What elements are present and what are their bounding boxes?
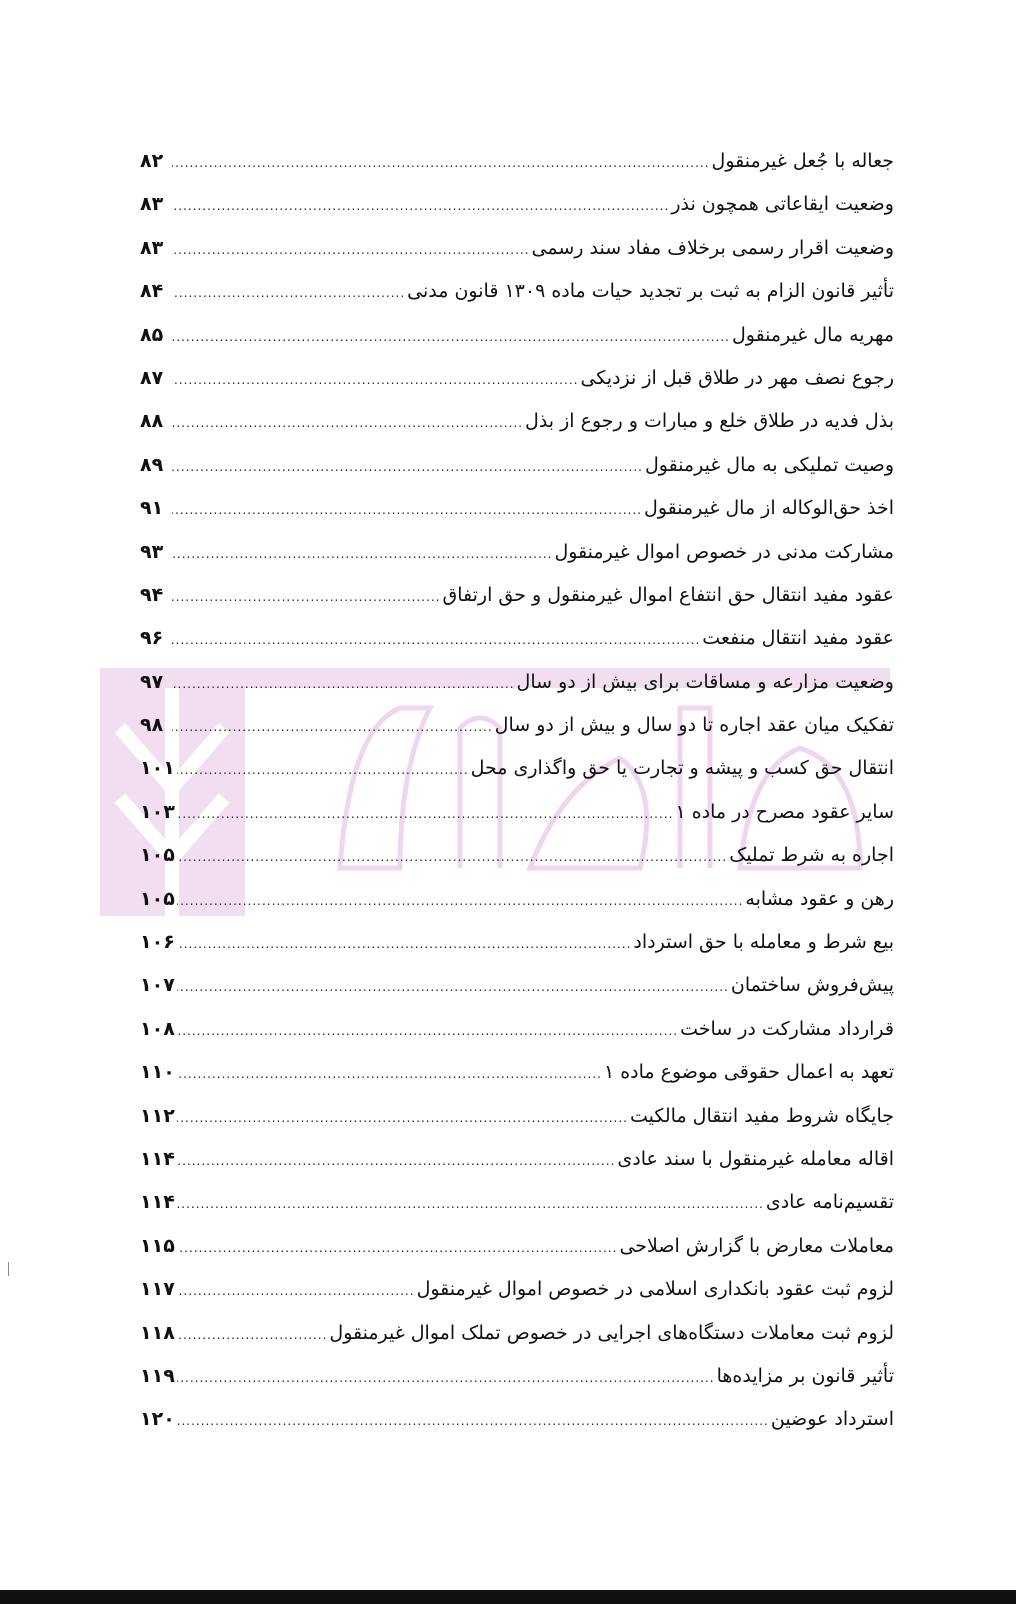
toc-entry[interactable] (140, 270, 894, 313)
dot-leader (177, 880, 744, 923)
toc-entry[interactable] (140, 1268, 894, 1311)
toc-entry[interactable] (140, 314, 894, 357)
table-of-contents (140, 140, 894, 1442)
toc-entry-page: ۹۱ (140, 497, 164, 520)
toc-entry-title: استرداد عوضین (770, 1408, 894, 1431)
toc-entry-title: وضعیت ایقاعاتی همچون نذر (671, 193, 894, 216)
scan-bottom-border (0, 1590, 1016, 1604)
page-edge-mark (8, 1262, 9, 1276)
dot-leader (172, 446, 643, 489)
dot-leader (172, 576, 440, 619)
dot-leader (172, 402, 523, 445)
toc-entry-title: لزوم ثبت عقود بانکداری اسلامی در خصوص اموال غیرمنقول (416, 1278, 894, 1301)
toc-entry[interactable] (140, 834, 894, 877)
toc-entry-page: ۸۷ (140, 366, 164, 389)
toc-entry-page: ۱۱۴ (140, 1191, 175, 1214)
toc-entry-title: مشارکت مدنی در خصوص اموال غیرمنقول (554, 540, 894, 563)
toc-entry-title: وصیت تملیکی به مال غیرمنقول (644, 453, 894, 476)
toc-entry-page: ۸۲ (140, 150, 164, 172)
toc-entry-page: ۱۱۵ (140, 1234, 175, 1257)
toc-entry-page: ۱۱۲ (140, 1104, 175, 1127)
toc-entry-title: جعاله با جُعل غیرمنقول (711, 150, 894, 172)
toc-entry-page: ۱۱۰ (140, 1061, 175, 1084)
toc-entry[interactable] (140, 140, 894, 183)
toc-entry-title: پیش‌فروش ساختمان (730, 974, 894, 997)
toc-entry-title: جایگاه شروط مفید انتقال مالکیت (629, 1104, 894, 1127)
dot-leader (172, 272, 405, 315)
toc-entry-page: ۱۲۰ (140, 1408, 175, 1431)
toc-entry-title: بذل فدیه در طلاق خلع و مبارات و رجوع از بذل (525, 410, 894, 433)
dot-leader (177, 1357, 715, 1400)
toc-entry-page: ۸۳ (140, 236, 164, 259)
toc-entry[interactable] (140, 1008, 894, 1051)
toc-entry-page: ۸۹ (140, 453, 164, 476)
toc-entry[interactable] (140, 791, 894, 834)
toc-entry[interactable] (140, 357, 894, 400)
dot-leader (172, 229, 530, 272)
dot-leader (177, 1010, 678, 1053)
toc-entry-title: قرارداد مشارکت در ساخت (680, 1017, 894, 1040)
toc-entry-title: وضعیت مزارعه و مساقات برای بیش از دو سال (516, 670, 894, 693)
dot-leader (172, 706, 493, 749)
dot-leader (177, 1140, 616, 1183)
dot-leader (177, 1183, 764, 1226)
toc-entry[interactable] (140, 183, 894, 226)
dot-leader (177, 1053, 602, 1096)
toc-entry[interactable] (140, 1181, 894, 1224)
toc-entry[interactable] (140, 1312, 894, 1355)
toc-entry[interactable] (140, 487, 894, 530)
toc-entry-page: ۸۴ (140, 280, 164, 303)
toc-entry-page: ۱۰۳ (140, 800, 175, 823)
toc-entry-page: ۹۸ (140, 714, 164, 737)
toc-entry-page: ۱۱۸ (140, 1321, 175, 1344)
toc-entry-page: ۱۱۷ (140, 1278, 175, 1301)
toc-entry[interactable] (140, 1225, 894, 1268)
toc-entry-title: لزوم ثبت معاملات دستگاه‌های اجرایی در خصوص تملک اموال غیرمنقول (329, 1321, 894, 1344)
toc-entry-title: بیع شرط و معامله با حق استرداد (633, 931, 894, 954)
toc-entry-page: ۸۵ (140, 323, 164, 346)
toc-entry-page: ۱۰۱ (140, 757, 175, 780)
toc-entry-page: ۹۴ (140, 583, 164, 606)
toc-entry-page: ۸۳ (140, 193, 164, 216)
dot-leader (177, 1227, 618, 1270)
toc-entry[interactable] (140, 1051, 894, 1094)
dot-leader (177, 1270, 415, 1313)
dot-leader (172, 142, 710, 185)
toc-entry-title: اخذ حق‌الوکاله از مال غیرمنقول (644, 497, 894, 520)
dot-leader (177, 1314, 328, 1357)
toc-entry-page: ۱۰۶ (140, 931, 175, 954)
toc-entry-page: ۱۰۵ (140, 844, 175, 867)
toc-entry-title: مهریه مال غیرمنقول (731, 323, 894, 346)
dot-leader (177, 1097, 628, 1140)
dot-leader (177, 793, 674, 836)
toc-entry[interactable] (140, 878, 894, 921)
toc-entry-title: اجاره به شرط تملیک (729, 844, 894, 867)
toc-entry-title: تأثیر قانون الزام به ثبت بر تجدید حیات ماده ۱۳۰۹ قانون مدنی (407, 280, 894, 303)
toc-entry[interactable] (140, 1138, 894, 1181)
toc-entry-title: انتقال حق کسب و پیشه و تجارت یا حق واگذاری محل (470, 757, 894, 780)
toc-entry-title: معاملات معارض با گزارش اصلاحی (619, 1234, 894, 1257)
toc-entry-title: رجوع نصف مهر در طلاق قبل از نزدیکی (580, 366, 894, 389)
toc-entry[interactable] (140, 1398, 894, 1441)
toc-entry-page: ۸۸ (140, 410, 164, 433)
dot-leader (172, 316, 730, 359)
toc-entry-page: ۱۱۴ (140, 1147, 175, 1170)
toc-entry-page: ۹۷ (140, 670, 164, 693)
dot-leader (172, 533, 552, 576)
toc-entry[interactable] (140, 617, 894, 660)
toc-entry[interactable] (140, 1355, 894, 1398)
dot-leader (177, 836, 727, 879)
toc-entry[interactable] (140, 921, 894, 964)
dot-leader (172, 185, 669, 228)
toc-entry-page: ۱۰۸ (140, 1017, 175, 1040)
toc-entry[interactable] (140, 661, 894, 704)
toc-entry[interactable] (140, 964, 894, 1007)
toc-entry[interactable] (140, 400, 894, 443)
toc-entry-title: رهن و عقود مشابه (745, 887, 894, 910)
dot-leader (172, 619, 700, 662)
toc-entry-page: ۱۱۹ (140, 1364, 175, 1387)
toc-entry-title: عقود مفید انتقال حق انتفاع اموال غیرمنقول و حق ارتفاق (442, 583, 894, 606)
toc-entry[interactable] (140, 1095, 894, 1138)
toc-entry[interactable] (140, 444, 894, 487)
toc-entry[interactable] (140, 574, 894, 617)
dot-leader (177, 749, 469, 792)
toc-entry-page: ۱۰۷ (140, 974, 175, 997)
dot-leader (177, 1400, 769, 1443)
toc-entry-page: ۹۳ (140, 540, 164, 563)
toc-entry-page: ۹۶ (140, 627, 164, 650)
dot-leader (172, 489, 642, 532)
toc-entry-title: تعهد به اعمال حقوقی موضوع ماده ۱ (603, 1061, 894, 1084)
dot-leader (172, 663, 515, 706)
toc-entry-title: عقود مفید انتقال منفعت (702, 627, 894, 650)
toc-entry-title: تأثیر قانون بر مزایده‌ها (716, 1364, 894, 1387)
toc-entry-title: سایر عقود مصرح در ماده ۱ (675, 800, 894, 823)
toc-entry-title: اقاله معامله غیرمنقول با سند عادی (617, 1147, 894, 1170)
toc-entry[interactable] (140, 704, 894, 747)
dot-leader (177, 923, 632, 966)
toc-entry-title: تفکیک میان عقد اجاره تا دو سال و بیش از دو سال (494, 714, 894, 737)
dot-leader (177, 966, 729, 1009)
toc-entry[interactable] (140, 747, 894, 790)
toc-entry-page: ۱۰۵ (140, 887, 175, 910)
toc-entry[interactable] (140, 227, 894, 270)
dot-leader (172, 359, 578, 402)
toc-entry-title: وضعیت اقرار رسمی برخلاف مفاد سند رسمی (531, 236, 894, 259)
toc-entry-title: تقسیم‌نامه عادی (765, 1191, 894, 1214)
toc-entry[interactable] (140, 531, 894, 574)
